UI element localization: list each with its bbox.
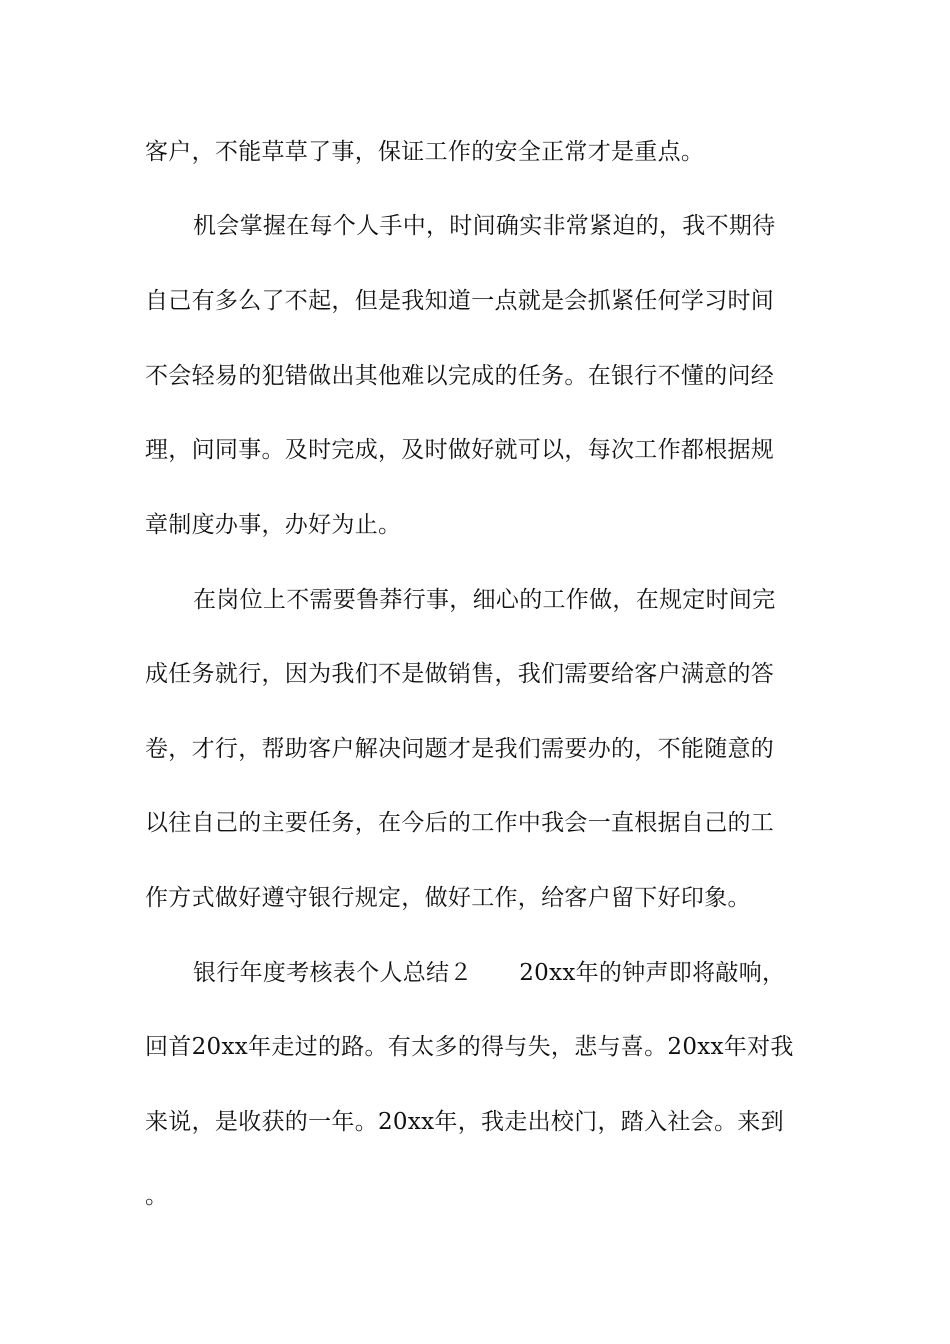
text-line: 回首20xx年走过的路。有太多的得与失，悲与喜。20xx年对我 [145,1034,794,1060]
text-line: 成任务就行，因为我们不是做销售，我们需要给客户满意的答 [145,661,775,687]
paragraph-start-line: 机会掌握在每个人手中，时间确实非常紧迫的，我不期待 [193,213,776,239]
section-heading-line: 银行年度考核表个人总结２ 20xx年的钟声即将敲响， [193,960,786,986]
text-line: 来说，是收获的一年。20xx年，我走出校门，踏入社会。来到 [145,1109,784,1135]
text-line: 以往自己的主要任务，在今后的工作中我会一直根据自己的工 [145,810,775,836]
paragraph-start-line: 在岗位上不需要鲁莽行事，细心的工作做，在规定时间完 [193,587,776,613]
text-line: 卷，才行，帮助客户解决问题才是我们需要办的，不能随意的 [145,736,775,762]
text-line: 自己有多么了不起，但是我知道一点就是会抓紧任何学习时间 [145,288,775,314]
text-line: 理，问同事。及时完成，及时做好就可以，每次工作都根据规 [145,437,775,463]
text-line: 作方式做好遵守银行规定，做好工作，给客户留下好印象。 [145,885,751,911]
text-line: 。 [145,1183,169,1209]
text-line: 客户，不能草草了事，保证工作的安全正常才是重点。 [145,139,705,165]
text-line: 章制度办事，办好为止。 [145,512,402,538]
text-line: 不会轻易的犯错做出其他难以完成的任务。在银行不懂的问经 [145,363,775,389]
